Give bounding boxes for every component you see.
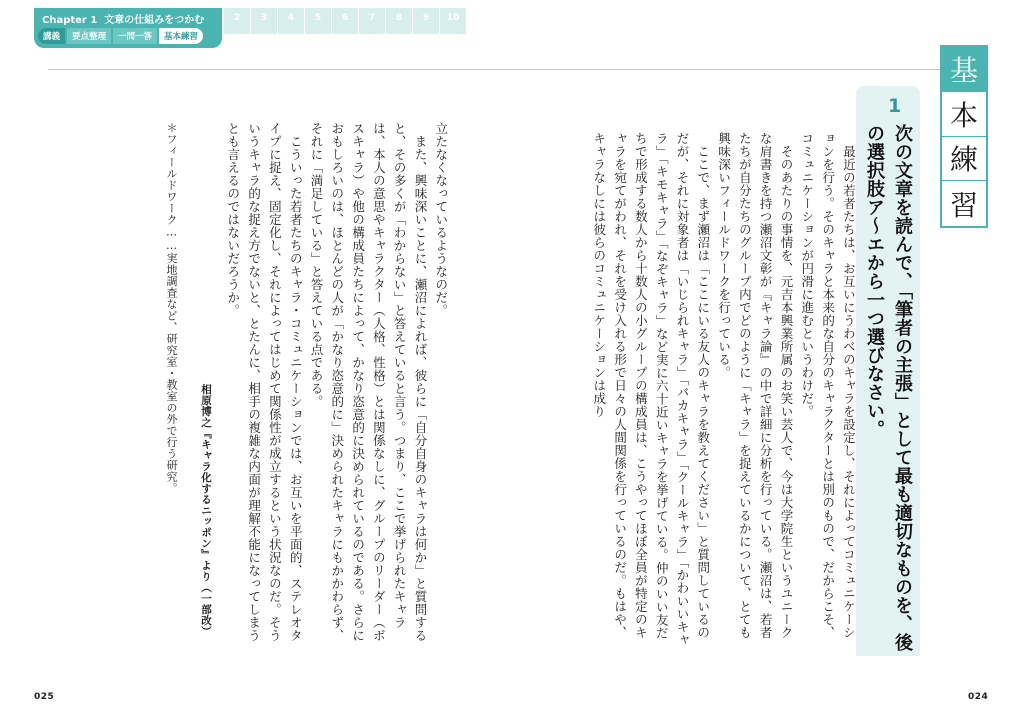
passage-paragraph: ここで、まず瀬沼は「ここにいる友人のキャラを教えてください」と質問しているのだが、それに対象者は「いじられキャラ」「バカキャラ」「クールキャラ」「かわいいキャラ」「キモキャラ」「なぞキャラ」など実に六十近いキャラを挙げている。仲のいい友だちで形成する数人から十数人の小グループの構成員は、こうやってほぼ全員が特定のキャラを宛てがわれ、それを受け入れる形で日々の人間関係を行っているのだ。もはや、キャラなしには彼らのコミュニケーションは成り [591,132,711,647]
section-label-char: 習 [949,188,978,222]
page-tab-4[interactable]: 4 [278,8,304,34]
section-label-basic-practice [940,45,988,228]
page-tab-9[interactable]: 9 [413,8,439,34]
question-prompt: 次の文章を読んで、「筆者の主張」として最も適切なものを、後の選択肢ア〜エから一つ選びなさい。 [864,124,913,652]
passage-right-page [588,132,858,650]
crumb-practice[interactable]: 基本練習 [159,28,203,44]
page-tab-6[interactable]: 6 [332,8,358,34]
question-number: 1 [888,95,902,117]
passage-left-page [222,122,451,650]
page-tab-3[interactable]: 3 [251,8,277,34]
page-index-tabs [224,8,466,34]
page-number-left: 025 [34,692,55,702]
page-tab-5[interactable]: 5 [305,8,331,34]
passage-paragraph: そのあたりの事情を、元吉本興業所属のお笑い芸人で、今は大学院生というユニークな肩書きを持つ瀬沼文彰が『キャラ論』の中で詳細に分析を行っている。瀬沼は、若者たちが自分たちのグループ内でどのように「キャラ」を捉えているかについて、とても興味深いフィールドワークを行っている。 [716,132,794,639]
page-tab-10[interactable]: 10 [440,8,466,34]
breadcrumb [38,28,203,44]
page-number-right: 024 [968,692,989,702]
section-label-char: 基 [942,47,986,92]
page-tab-7[interactable]: 7 [359,8,385,34]
passage-paragraph: 立たなくなっているようなのだ。 [433,122,449,317]
chapter-header-tab [34,8,222,48]
passage-paragraph: 最近の若者たちは、お互いにうわべのキャラを設定し、それによってコミュニケーションを行う。そのキャラと本来的な自分のキャラクターとは別のもので、だからこそ、コミュニケーションが円滑に進むというわけだ。 [799,132,857,639]
crumb-qa[interactable]: 一問一答 [113,28,157,44]
section-label-char: 練 [942,137,986,182]
section-label-char: 本 [942,92,986,137]
passage-paragraph: また、興味深いことに、瀬沼によれば、彼らに「自分自身のキャラは何か」と質問すると、その多くが「わからない」と答えていると言う。つまり、ここで挙げられたキャラは、本人の意思やキャラクター（人格、性格）とは関係なしに、グループのリーダー（ボスキャラ）や他の構成員たちによって、かなり恣意的に決められているのである。さらにおもしろいのは、ほとんどの人が「かなり恣意的に」決められたキャラにもかかわらず、それに「満足している」と答えている点である。 [308,122,428,642]
chapter-heading [42,11,204,26]
footnote: ＊フィールドワーク……実地調査など、研究室・教室の外で行う研究。 [165,122,178,494]
page-tab-2[interactable]: 2 [224,8,250,34]
header-divider [48,69,940,70]
source-citation: 相原博之『キャラ化するニッポン』より（一部改） [200,384,212,637]
passage-paragraph: こういった若者たちのキャラ・コミュニケーションでは、お互いを平面的、ステレオタイプに捉え、固定化し、それによってはじめて関係性が成立するという状況なのだ。そういうキャラ的な捉え方でないと、とたんに、相手の複雑な内面が理解不能になってしまうとも言えるのではないだろうか。 [225,122,304,642]
chapter-label: Chapter 1 [42,15,98,26]
page-tab-8[interactable]: 8 [386,8,412,34]
chapter-title: 文章の仕組みをつかむ [104,15,205,26]
crumb-lecture[interactable]: 講義 [38,28,65,44]
crumb-summary[interactable]: 要点整理 [67,28,111,44]
